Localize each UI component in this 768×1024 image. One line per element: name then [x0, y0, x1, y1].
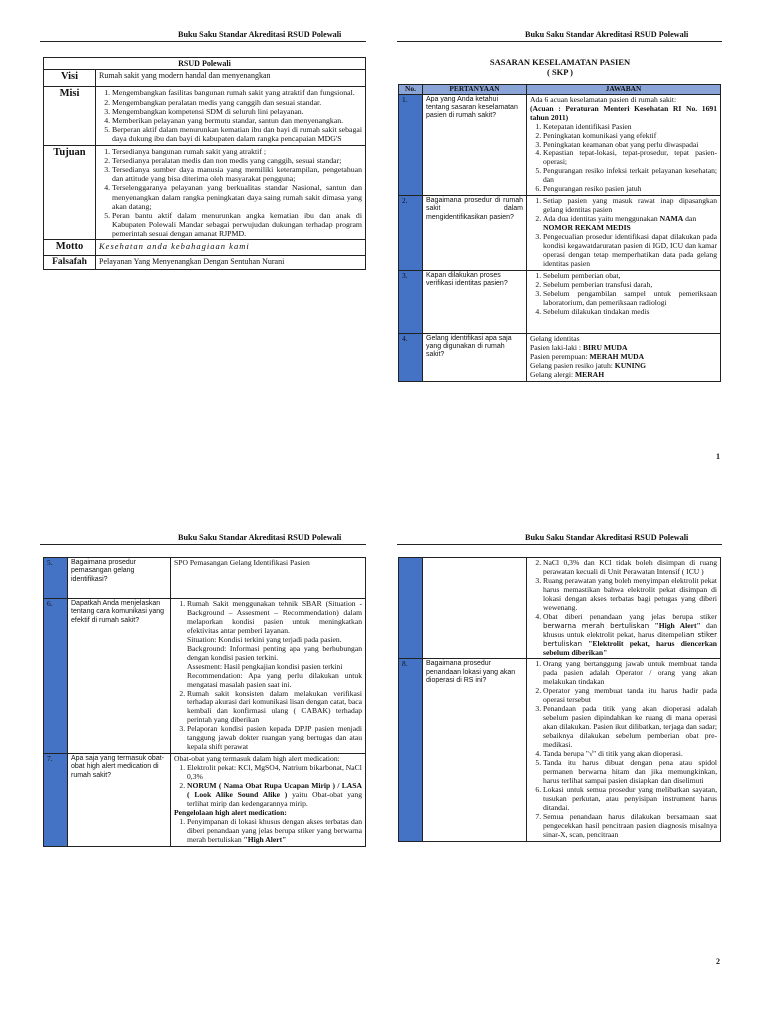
answer-item: 4. Tanda berupa "√" di titik yang akan dioperasi. [543, 750, 717, 759]
misi-item: 5. Berperan aktif dalam menurunkan kematian ibu dan bayi di rumah sakit sebagai daya dukung ibu dan bayi di kabupaten dalam rangka pencapaian MDG'S [112, 125, 362, 143]
answer-bold: NAMA [659, 214, 684, 224]
answer-text: Obat diberi penandaan yang jelas berupa stiker [543, 611, 717, 621]
answer-item [187, 818, 362, 845]
answer-cell [527, 94, 721, 195]
answer-item: 2. Sebelum pemberian transfusi darah, [543, 281, 717, 290]
answer-text: Gelang pasien resiko jatuh: [530, 360, 613, 370]
answer-item: 7. Semua penandaan harus dilakukan bersamaan saat pengecekkan hasil pencitraan pasien diagnosis misalnya sinar-X, scan, pencitraan [543, 813, 717, 840]
answer-text: dan [685, 214, 697, 224]
header-rule [397, 41, 722, 42]
page-number: 1 [716, 452, 720, 461]
sbar-recommendation: Recommendation: Apa yang perlu dilakukan untuk mengatasi masalah pasien saat ini. [187, 670, 362, 689]
misi-item: 4. Memberikan pelayanan yang bermutu standar, santun dan menyenangkan. [112, 116, 362, 125]
answer-item: 2. NaCl 0,3% dan KCl tidak boleh disimpan di ruang perawatan kecuali di Unit Perawatan Intensif ( ICU ) [543, 559, 717, 577]
skp-title [400, 57, 720, 77]
answer-bold: BIRU MUDA [582, 342, 628, 352]
tujuan-item: 3. Tersedianya sumber daya manusia yang memiliki keterampilan, pengetahuan dan attitude yang bisa diterima oleh masyarakat pengguna; [112, 165, 362, 183]
tujuan-item: 2. Tersedianya peralatan medis dan non medis yang canggih, sesuai standar; [112, 156, 362, 165]
answer-cell [527, 196, 721, 271]
answer-item: 3. Peningkatan keamanan obat yang perlu diwaspadai [543, 141, 717, 150]
answer-item: 5. Pengurangan resiko infeksi terkait pelayanan kesehatan; dan [543, 167, 717, 185]
answer-cell [171, 599, 366, 754]
col-header-no: No. [399, 85, 423, 95]
answer-item: 2. Operator yang membuat tanda itu harus hadir pada operasi tersebut [543, 687, 717, 705]
handwritten-text: an stiker bertuliskan [543, 630, 717, 648]
motto-text: Kesehatan anda kebahagiaan kami [96, 240, 366, 255]
col-header-question: PERTANYAAN [423, 85, 527, 95]
tujuan-item: 1. Tersedianya bangunan rumah sakit yang atraktif ; [112, 147, 362, 156]
sbar-background: Background: Informasi penting apa yang berhubungan dengan kondisi pasien terkini. [187, 643, 362, 662]
header-rule [40, 544, 366, 545]
row-number: 7. [44, 754, 68, 847]
answer-item: 3. Ruang perawatan yang boleh menyimpan elektrolit pekat harus memastikan bahwa elektrolit pekat disimpan di lokasi dengan akses terbatas bagi petugas yang diberi wewenang. [543, 577, 717, 613]
handwritten-text: berwarna merah bertuliskan [543, 621, 650, 630]
answer-text: Rumah Sakit menggunakan tehnik SBAR (Situation - Background – Assesment – Recommendation) dalam melaporkan kondisi pasien untuk meningkatkan efektivitas antar pemberi layanan. [187, 599, 362, 635]
answer-item [543, 613, 717, 658]
answer-item: 3. Pengecualian prosedur identifikasi dapat dilakukan pada kondisi kegawatdaruratan pasien di IGD, ICU dan kamar operasi dengan tetap memperhatikan data pada gelang identitas pasien [543, 233, 717, 269]
answer-item: 6. Pengurangan resiko pasien jatuh [543, 185, 717, 194]
misi-item: 2. Mengembangkan peralatan medis yang canggih dan sesuai standar. [112, 98, 362, 107]
row-number: 2. [399, 196, 423, 271]
question-cell: Bagaimana prosedur pemasangan gelang identifikasi? [68, 558, 171, 599]
rsud-profile-table [43, 57, 366, 270]
tujuan-label: Tujuan [44, 145, 96, 240]
motto-label: Motto [44, 240, 96, 255]
answer-text: yaitu Obat-obat yang terlihat mirip dan kedengarannya mirip. [187, 790, 362, 808]
question-cell: Kapan dilakukan proses verifikasi identitas pasien? [423, 270, 527, 333]
question-cell: Dapatkah Anda menjelaskan tentang cara komunikasi yang efektif di rumah sakit? [68, 599, 171, 754]
answer-text: Ada dua identitas yaitu menggunakan [543, 214, 658, 224]
tujuan-item: 4. Terselenggaranya pelayanan yang berkualitas standar Nasional, santun dan menyenangkan dalam rangka peningkatan daya saing rumah sakit dimasa yang akan datang; [112, 183, 362, 211]
page-number: 2 [716, 957, 720, 966]
question-cell: Bagaimana prosedur penandaan lokasi yang akan dioperasi di RS ini? [423, 659, 527, 841]
answer-item: 3. Sebelum pengambilan sampel untuk pemeriksaan laboratorium, dan pemeriksaan radiologi [543, 290, 717, 308]
answer-bold: "Elektrolit pekat, harus diencerkan sebelum diberikan" [543, 638, 717, 657]
answer-intro: Obat-obat yang termasuk dalam high alert medication: [174, 754, 340, 764]
answer-cell [527, 558, 721, 659]
sbar-assesment: Assesment: Hasil pengkajian kondisi pasien terkini [187, 661, 343, 671]
answer-cell: SPO Pemasangan Gelang Identifikasi Pasien [171, 558, 366, 599]
skp-title-line1: SASARAN KESELAMATAN PASIEN [489, 57, 631, 67]
answer-line: Gelang identitas [530, 333, 580, 343]
answer-bold: MERAH MUDA [589, 351, 645, 361]
answer-bold: "High Alert" [243, 834, 287, 844]
question-cell: Gelang identifikasi apa saja yang digunakan di rumah sakit? [423, 333, 527, 381]
answer-item: 1. Sebelum pemberian obat, [543, 272, 717, 281]
answer-bold: MERAH [575, 369, 605, 379]
row-number: 5. [44, 558, 68, 599]
answer-text: Pasien perempuan: [530, 351, 588, 361]
answer-subheading: Pengelolaan high alert medication: [174, 807, 287, 817]
answer-item: 1. Orang yang bertanggung jawab untuk membuat tanda pada pasien adalah Operator / orang yang akan melakukan tindakan [543, 660, 717, 687]
row-number-empty [399, 558, 423, 659]
answer-text: dan khusus untuk elektrolit pekat, harus ditempeli [543, 620, 718, 639]
answer-intro: Ada 6 acuan keselamatan pasien di rumah sakit: [530, 94, 677, 104]
answer-cell [527, 270, 721, 333]
question-cell: Apa saja yang termasuk obat-obat high alert medication di rumah sakit? [68, 754, 171, 847]
tujuan-item: 5. Peran bantu aktif dalam menurunkan angka kematian ibu dan anak di Kabupaten Polewali Mandar sebagai perwujudan dukungan terhadap program pemerintah sesuai dengan amanat RJPMD. [112, 211, 362, 239]
answer-text: Pasien laki-laki : [530, 342, 582, 352]
falsafah-label: Falsafah [44, 255, 96, 269]
question-cell-empty [423, 558, 527, 659]
answer-item: 4. Sebelum dilakukan tindakan medis [543, 308, 717, 317]
answer-item [187, 600, 362, 690]
row-number: 6. [44, 599, 68, 754]
skp-table-page2-left [43, 557, 366, 847]
skp-table-page1 [398, 84, 721, 382]
falsafah-text: Pelayanan Yang Menyenangkan Dengan Sentuhan Nurani [96, 255, 366, 269]
answer-cell [527, 659, 721, 841]
answer-cell [527, 333, 721, 381]
running-header-left-bottom: Buku Saku Standar Akreditasi RSUD Polewali [178, 533, 342, 542]
answer-item: 3. Penandaan pada titik yang akan dioperasi adalah sebelum pasien dipindahkan ke ruang di mana operasi akan dilakukan. Pasien ikut dilibatkan, terjaga dan sadar; sebaiknya dilakukan sebelum pemberian obat pre-medikasi. [543, 705, 717, 750]
row-number: 1. [399, 94, 423, 195]
answer-item [543, 215, 717, 233]
misi-list-cell [96, 87, 366, 145]
answer-cell [171, 754, 366, 847]
answer-item: 4. Kepastian tepat-lokasi, tepat-prosedur, tepat pasien-operasi; [543, 149, 717, 167]
skp-table-page2-right [398, 557, 721, 842]
answer-item: 1. Setiap pasien yang masuk rawat inap dipasangkan gelang identitas pasien [543, 197, 717, 215]
answer-text: Penyimpanan di lokasi khusus dengan akses terbatas dan diberi penandaan yang jelas berupa stiker yang berwarna merah bertuliskan [187, 816, 362, 844]
answer-item: 3. Pelaporan kondisi pasien kepada DPJP pasien menjadi tanggung jawab dokter ruangan yang bertugas dan atau kepala shift perawat [187, 725, 362, 752]
visi-text: Rumah sakit yang modern handal dan menyenangkan [96, 70, 366, 87]
answer-item: 5. Tanda itu harus dibuat dengan pena atau spidol permanen berwarna hitam dan jika memungkinkan, harus terlihat sampai pasien disiapkan dan diselimuti [543, 759, 717, 786]
visi-label: Visi [44, 70, 96, 87]
misi-item: 3. Mengembangkan kompetensi SDM di seluruh lini pelayanan. [112, 107, 362, 116]
col-header-answer: JAWABAN [527, 85, 721, 95]
answer-bold: NORUM ( Nama Obat Rupa Ucapan Mirip ) / LASA ( Look Alike Sound Alike ) [187, 781, 362, 800]
answer-text: Gelang alergi: [530, 369, 574, 379]
running-header-left-top: Buku Saku Standar Akreditasi RSUD Polewali [178, 30, 342, 39]
answer-bold: KUNING [614, 360, 647, 370]
row-number: 4. [399, 333, 423, 381]
sbar-situation: Situation: Kondisi terkini yang terjadi pada pasien. [187, 634, 342, 644]
answer-bold: "High Alert" [654, 620, 701, 630]
answer-item: 1. Ketepatan identifikasi Pasien [543, 123, 717, 132]
answer-item [187, 782, 362, 809]
answer-item: 6. Lokasi untuk semua prosedur yang melibatkan sayatan, tusukan perkutan, atau penyisipan instrument harus ditandai. [543, 786, 717, 813]
tujuan-list-cell [96, 145, 366, 240]
row-number: 8. [399, 659, 423, 841]
answer-item: 2. Rumah sakit konsisten dalam melakukan verifikasi terhadap akurasi dari komunikasi lisan dengan catat, baca kembali dan konfirmasi ulang ( CABAK) terhadap perintah yang diberikan [187, 690, 362, 726]
header-rule [40, 41, 366, 42]
running-header-right-bottom: Buku Saku Standar Akreditasi RSUD Polewali [525, 533, 689, 542]
answer-item: 2. Peningkatan komunikasi yang efektif [543, 132, 717, 141]
answer-acuan: (Acuan : Peraturan Menteri Kesehatan RI No. 1691 tahun 2011) [530, 103, 717, 122]
answer-line [530, 371, 717, 380]
running-header-right-top: Buku Saku Standar Akreditasi RSUD Polewali [525, 30, 689, 39]
misi-item: 1. Mengembangkan fasilitas bangunan rumah sakit yang atraktif dan fungsional. [112, 88, 362, 97]
answer-bold: NOMOR REKAM MEDIS [543, 223, 631, 233]
answer-item: 1. Elektrolit pekat: KCl, MgSO4, Natrium bikarbonat, NaCl 0,3% [187, 764, 362, 782]
question-cell: Apa yang Anda ketahui tentang sasaran keselamatan pasien di rumah sakit? [423, 94, 527, 195]
misi-label: Misi [44, 87, 96, 145]
org-title: RSUD Polewali [44, 58, 366, 70]
row-number: 3. [399, 270, 423, 333]
skp-title-line2: ( SKP ) [547, 67, 573, 77]
header-rule [397, 544, 722, 545]
question-cell: Bagaimana prosedur di rumah sakit dalam mengidentifikasikan pasien? [423, 196, 527, 271]
